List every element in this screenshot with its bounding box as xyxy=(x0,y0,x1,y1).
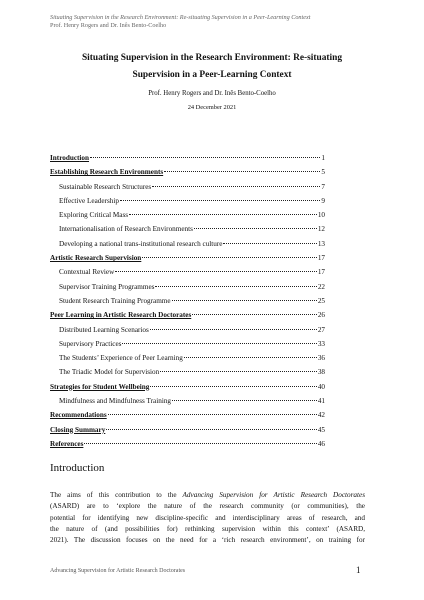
toc-dot-leader xyxy=(160,371,317,372)
toc-dot-leader xyxy=(150,386,316,387)
toc-dot-leader xyxy=(152,186,320,187)
toc-entry[interactable] xyxy=(50,408,325,422)
toc-dot-leader xyxy=(184,357,317,358)
toc-entry-label[interactable]: Supervisor Training Programmes xyxy=(59,282,155,291)
toc-entry-label[interactable]: Developing a national trans-institutional research culture xyxy=(59,239,223,248)
toc-entry[interactable] xyxy=(50,337,325,351)
toc-entry-page: 17 xyxy=(317,268,325,277)
paragraph-line xyxy=(50,490,365,501)
toc-dot-leader xyxy=(115,271,317,272)
paragraph-line: (ASARD) are to ‘explore the nature of the research community (or communities), the xyxy=(50,502,365,511)
toc-entry[interactable] xyxy=(50,380,325,394)
toc-entry-page: 9 xyxy=(321,196,325,205)
toc-dot-leader xyxy=(172,300,317,301)
toc-entry[interactable] xyxy=(50,394,325,408)
toc-entry[interactable] xyxy=(50,251,325,265)
toc-entry-page: 5 xyxy=(321,168,325,177)
toc-entry-page: 25 xyxy=(317,296,325,305)
toc-entry-label[interactable]: Recommendations xyxy=(50,411,107,420)
toc-entry-label[interactable]: The Triadic Model for Supervision xyxy=(59,368,160,377)
toc-entry-page: 10 xyxy=(317,211,325,220)
toc-entry-label[interactable]: Effective Leadership xyxy=(59,196,119,205)
toc-entry-label[interactable]: Student Research Training Programme xyxy=(59,296,171,305)
toc-dot-leader xyxy=(90,157,320,158)
toc-entry[interactable] xyxy=(50,308,325,322)
toc-dot-leader xyxy=(120,200,320,201)
introduction-paragraph xyxy=(50,490,365,546)
toc-entry-page: 1 xyxy=(321,154,325,162)
toc-dot-leader xyxy=(155,286,316,287)
toc-entry-label[interactable]: Introduction xyxy=(50,154,90,162)
toc-entry[interactable] xyxy=(50,180,325,194)
toc-entry-page: 41 xyxy=(317,397,325,406)
toc-dot-leader xyxy=(129,214,317,215)
toc-entry[interactable] xyxy=(50,194,325,208)
toc-entry-page: 33 xyxy=(317,339,325,348)
toc-entry-page: 27 xyxy=(317,325,325,334)
toc-entry[interactable] xyxy=(50,222,325,236)
toc-entry[interactable] xyxy=(50,294,325,308)
toc-dot-leader xyxy=(223,243,316,244)
toc-entry-page: 36 xyxy=(317,354,325,363)
toc-entry-label[interactable]: Artistic Research Supervision xyxy=(50,254,142,263)
toc-dot-leader xyxy=(108,414,317,415)
toc-dot-leader xyxy=(164,171,320,172)
toc-entry-page: 22 xyxy=(317,282,325,291)
toc-entry-page: 46 xyxy=(317,439,325,448)
toc-dot-leader xyxy=(106,429,317,430)
toc-dot-leader xyxy=(192,314,317,315)
toc-dot-leader xyxy=(122,343,316,344)
footer-page-number: 1 xyxy=(356,565,361,575)
toc-entry[interactable] xyxy=(50,208,325,222)
running-head-authors: Prof. Henry Rogers and Dr. Inês Bento-Coelho xyxy=(50,22,167,29)
document-authors: Prof. Henry Rogers and Dr. Inês Bento-Coelho xyxy=(148,90,276,97)
toc-entry-page: 38 xyxy=(317,368,325,377)
toc-entry-page: 40 xyxy=(317,382,325,391)
toc-entry-label[interactable]: Internationalisation of Research Environments xyxy=(59,225,193,234)
toc-entry-page: 7 xyxy=(321,182,325,191)
toc-entry-page: 45 xyxy=(317,425,325,434)
toc-entry-page: 12 xyxy=(317,225,325,234)
toc-entry-label[interactable]: Peer Learning in Artistic Research Doctorates xyxy=(50,311,192,320)
toc-entry-label[interactable]: Sustainable Research Structures xyxy=(59,182,152,191)
document-title-line-2: Supervision in a Peer-Learning Context xyxy=(132,70,292,80)
toc-entry-page: 13 xyxy=(317,239,325,248)
toc-dot-leader xyxy=(194,228,317,229)
toc-entry[interactable] xyxy=(50,323,325,337)
toc-dot-leader xyxy=(142,257,317,258)
toc-entry-page: 42 xyxy=(317,411,325,420)
toc-entry-label[interactable]: Establishing Research Environments xyxy=(50,168,164,177)
document-title-line-1: Situating Supervision in the Research Environment: Re-situating xyxy=(81,53,343,63)
paragraph-line: the nature of (and possibilities for) rethinking supervision within this context’ (ASARD, xyxy=(50,524,365,533)
document-date: 24 December 2021 xyxy=(187,104,237,111)
running-head xyxy=(50,14,380,30)
document-title xyxy=(40,50,384,84)
toc-dot-leader xyxy=(84,443,316,444)
toc-dot-leader xyxy=(172,400,317,401)
paragraph-line: potential for identifying new discipline-specific and interdisciplinary areas of research, and xyxy=(50,513,365,522)
toc-entry[interactable] xyxy=(50,437,325,451)
toc-entry-label[interactable]: The Students’ Experience of Peer Learning xyxy=(59,354,183,363)
toc-entry-label[interactable]: Contextual Review xyxy=(59,268,115,277)
table-of-contents xyxy=(50,151,325,451)
toc-entry-page: 17 xyxy=(317,254,325,263)
toc-entry-label[interactable]: Strategies for Student Wellbeing xyxy=(50,382,150,391)
publication-title: Advancing Supervision for Artistic Research Doctorates xyxy=(182,491,365,499)
toc-entry[interactable] xyxy=(50,351,325,365)
footer-text: Advancing Supervision for Artistic Research Doctorates xyxy=(50,568,186,574)
toc-entry-label[interactable]: Mindfulness and Mindfulness Training xyxy=(59,397,172,406)
toc-entry-label[interactable]: Exploring Critical Mass xyxy=(59,211,129,220)
toc-entry-label[interactable]: Supervisory Practices xyxy=(59,339,122,348)
toc-dot-leader xyxy=(150,329,317,330)
toc-entry[interactable] xyxy=(50,165,325,179)
toc-entry[interactable] xyxy=(50,265,325,279)
toc-entry-label[interactable]: Closing Summary xyxy=(50,425,106,434)
toc-entry-page: 26 xyxy=(317,311,325,320)
toc-entry[interactable] xyxy=(50,237,325,251)
toc-entry[interactable] xyxy=(50,423,325,437)
toc-entry-label[interactable]: References xyxy=(50,439,84,448)
toc-entry[interactable] xyxy=(50,280,325,294)
running-head-title: Situating Supervision in the Research Environment: Re-situating Supervision in a Peer-Learning Context xyxy=(50,14,311,21)
toc-entry[interactable] xyxy=(50,365,325,379)
paragraph-line: 2021). The discussion focuses on the need for a ‘rich research environment’, on training for xyxy=(50,536,365,545)
toc-entry-label[interactable]: Distributed Learning Scenarios xyxy=(59,325,149,334)
toc-entry[interactable] xyxy=(50,151,325,165)
paragraph-text: The aims of this contribution to the xyxy=(50,491,183,499)
introduction-heading: Introduction xyxy=(50,462,105,474)
